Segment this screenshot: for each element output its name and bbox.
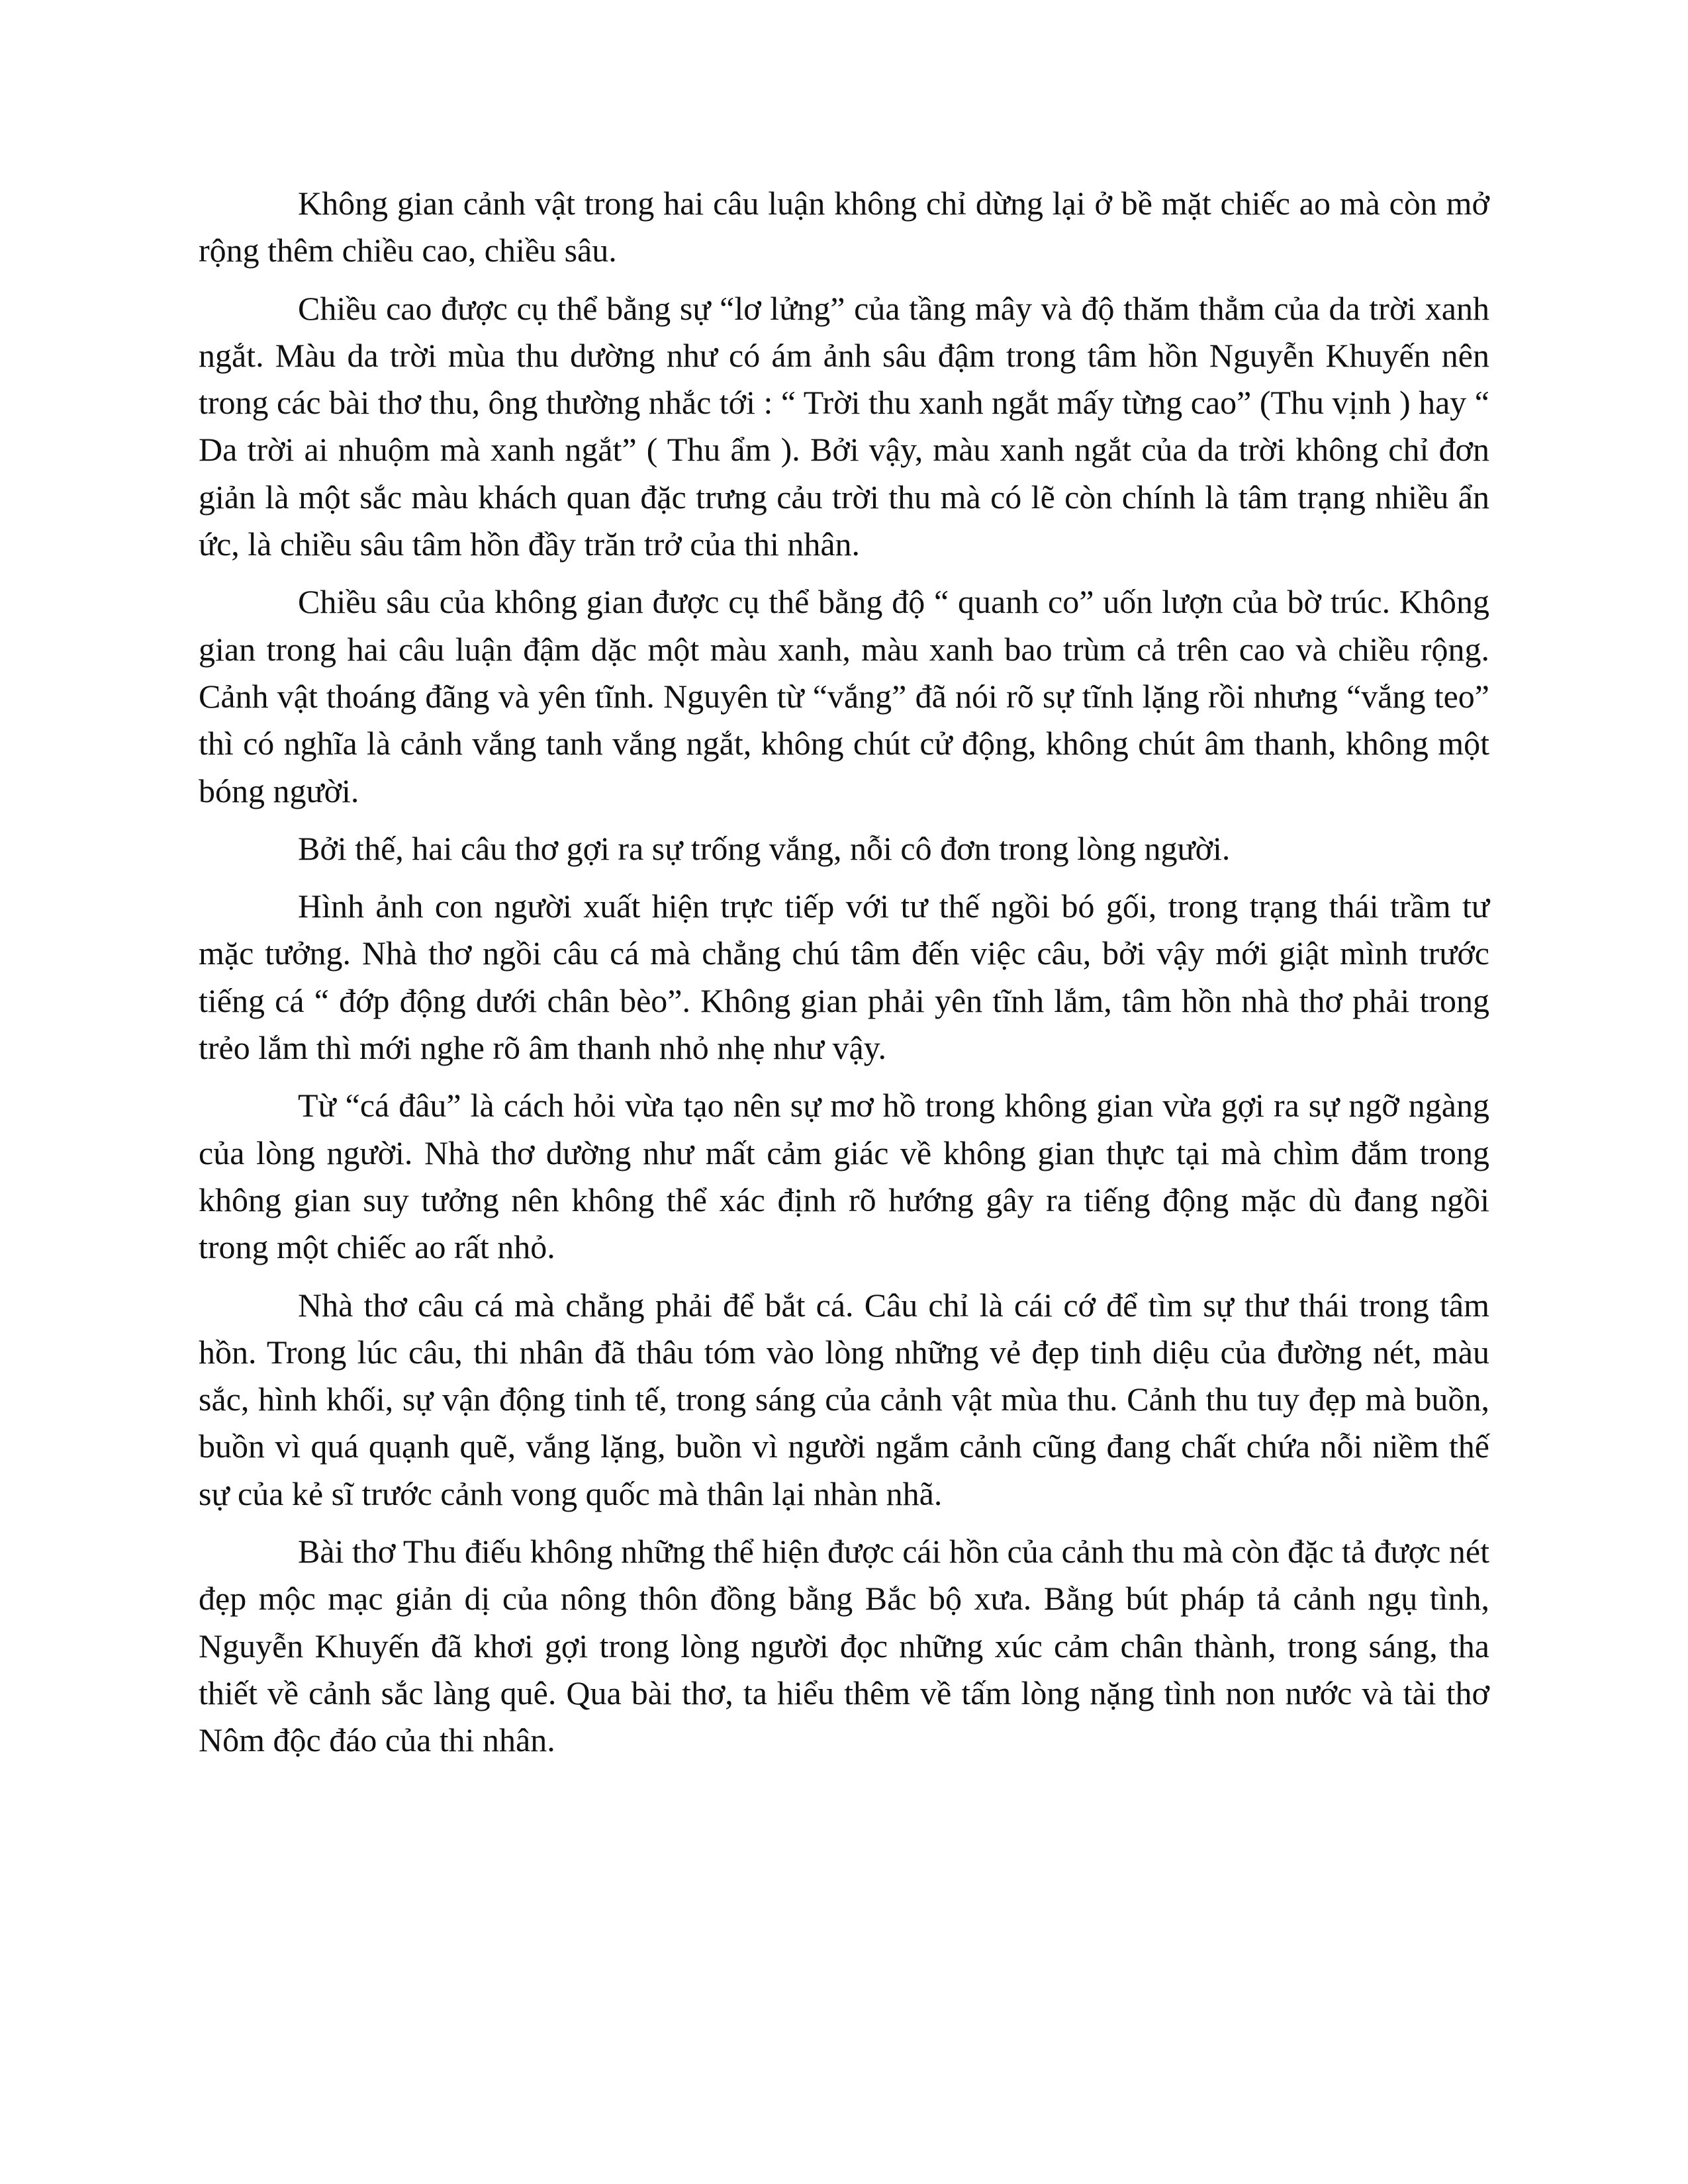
paragraph: Không gian cảnh vật trong hai câu luận không chỉ dừng lại ở bề mặt chiếc ao mà còn mở rộng thêm chiều cao, chiều sâu. — [199, 185, 1489, 269]
document-page — [199, 180, 1489, 1775]
paragraph: Nhà thơ câu cá mà chẳng phải để bắt cá. Câu chỉ là cái cớ để tìm sự thư thái trong tâm hồn. Trong lúc câu, thi nhân đã thâu tóm vào lòng những vẻ đẹp tinh diệu của đường nét, màu sắc, hình khối, sự vận động tinh tế, trong sáng của cảnh vật mùa thu. Cảnh thu tuy đẹp mà buồn, buồn vì quá quạnh quẽ, vắng lặng, buồn vì người ngắm cảnh cũng đang chất chứa nỗi niềm thế sự của kẻ sĩ trước cảnh vong quốc mà thân lại nhàn nhã. — [199, 1286, 1489, 1512]
paragraph: Chiều sâu của không gian được cụ thể bằng độ “ quanh co” uốn lượn của bờ trúc. Không gian trong hai câu luận đậm dặc một màu xanh, màu xanh bao trùm cả trên cao và chiều rộng. Cảnh vật thoáng đãng và yên tĩnh. Nguyên từ “vắng” đã nói rõ sự tĩnh lặng rồi nhưng “vắng teo” thì có nghĩa là cảnh vắng tanh vắng ngắt, không chút cử động, không chút âm thanh, không một bóng người. — [199, 583, 1489, 809]
paragraph: Hình ảnh con người xuất hiện trực tiếp với tư thế ngồi bó gối, trong trạng thái trầm tư mặc tưởng. Nhà thơ ngồi câu cá mà chẳng chú tâm đến việc câu, bởi vậy mới giật mình trước tiếng cá “ đớp động dưới chân bèo”. Không gian phải yên tĩnh lắm, tâm hồn nhà thơ phải trong trẻo lắm thì mới nghe rõ âm thanh nhỏ nhẹ như vậy. — [199, 887, 1489, 1067]
paragraph: Chiều cao được cụ thể bằng sự “lơ lửng” của tầng mây và độ thăm thẳm của da trời xanh ngắt. Màu da trời mùa thu dường như có ám ảnh sâu đậm trong tâm hồn Nguyễn Khuyến nên trong các bài thơ thu, ông thường nhắc tới : “ Trời thu xanh ngắt mấy từng cao” (Thu vịnh ) hay “ Da trời ai nhuộm mà xanh ngắt” ( Thu ẩm ). Bởi vậy, màu xanh ngắt của da trời không chỉ đơn giản là một sắc màu khách quan đặc trưng cảu trời thu mà có lẽ còn chính là tâm trạng nhiều ẩn ức, là chiều sâu tâm hồn đầy trăn trở của thi nhân. — [199, 289, 1489, 563]
paragraph: Từ “cá đâu” là cách hỏi vừa tạo nên sự mơ hồ trong không gian vừa gợi ra sự ngỡ ngàng của lòng người. Nhà thơ dường như mất cảm giác về không gian thực tại mà chìm đắm trong không gian suy tưởng nên không thể xác định rõ hướng gây ra tiếng động mặc dù đang ngồi trong một chiếc ao rất nhỏ. — [199, 1087, 1489, 1266]
paragraph: Bởi thế, hai câu thơ gợi ra sự trống vắng, nỗi cô đơn trong lòng người. — [298, 829, 1231, 867]
paragraph: Bài thơ Thu điếu không những thể hiện được cái hồn của cảnh thu mà còn đặc tả được nét đẹp mộc mạc giản dị của nông thôn đồng bằng Bắc bộ xưa. Bằng bút pháp tả cảnh ngụ tình, Nguyễn Khuyến đã khơi gợi trong lòng người đọc những xúc cảm chân thành, trong sáng, tha thiết về cảnh sắc làng quê. Qua bài thơ, ta hiểu thêm về tấm lòng nặng tình non nước và tài thơ Nôm độc đáo của thi nhân. — [199, 1533, 1489, 1759]
